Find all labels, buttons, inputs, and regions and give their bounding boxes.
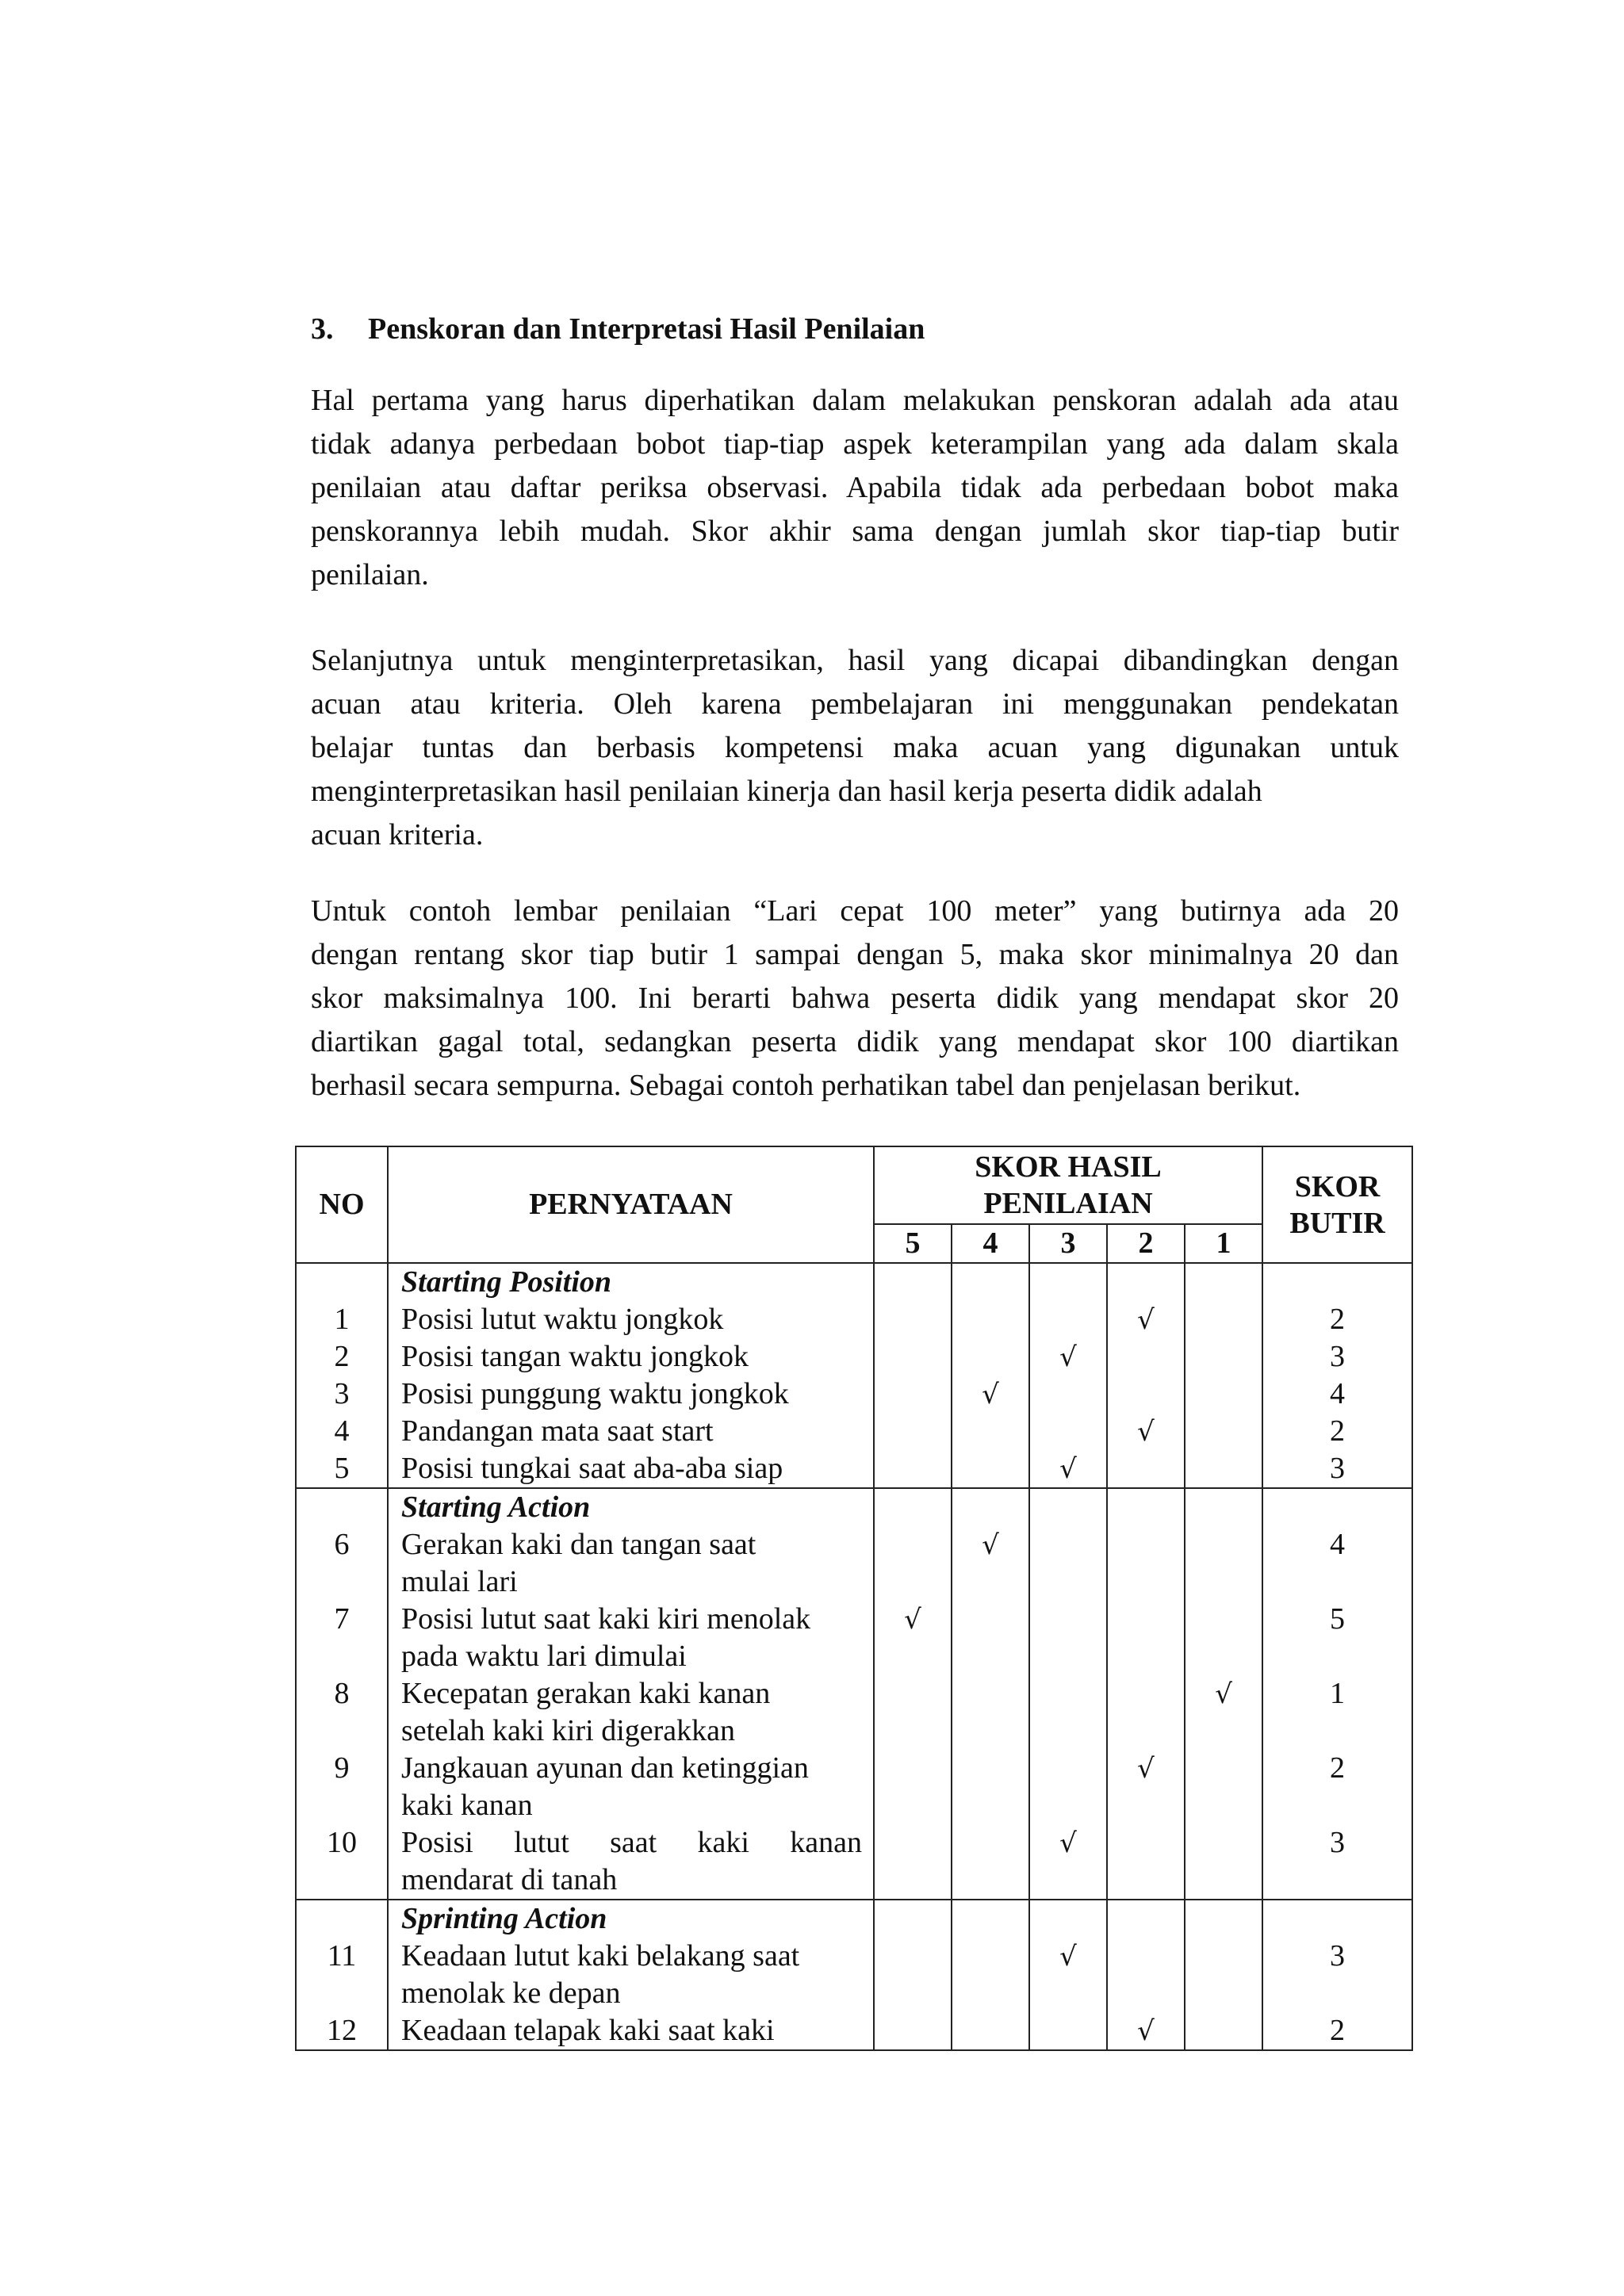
mark-slot xyxy=(952,1526,1028,1601)
check-mark: √ xyxy=(1059,1453,1077,1485)
mark-slot xyxy=(1030,1450,1106,1487)
paragraph-line: penilaian. xyxy=(311,558,429,591)
no-cell xyxy=(296,1263,388,1488)
mark-slot xyxy=(1108,1450,1184,1487)
mark-slot xyxy=(1108,1675,1184,1750)
score-cell-4 xyxy=(952,1488,1029,1900)
section-row xyxy=(296,1900,1412,2050)
mark-slot xyxy=(875,1750,951,1824)
statement-item xyxy=(401,1601,862,1675)
mark-slot xyxy=(1108,1938,1184,2012)
spacer xyxy=(875,1264,951,1301)
skor-butir-value: 2 xyxy=(1330,2014,1346,2047)
mark-slot xyxy=(952,1450,1028,1487)
paragraph-line: dengan rentang skor tiap butir 1 sampai dengan 5, maka skor minimalnya 20 dan xyxy=(311,938,1399,971)
skor-butir-value: 3 xyxy=(1330,1340,1346,1373)
mark-slot xyxy=(952,1413,1028,1450)
item-number: 3 xyxy=(334,1377,350,1410)
spacer xyxy=(297,1900,387,1938)
statement-line: Posisi lutut saat kaki kanan xyxy=(401,1826,862,1859)
score-cell-3 xyxy=(1029,1488,1107,1900)
item-number: 7 xyxy=(334,1602,350,1636)
spacer xyxy=(1108,1489,1184,1526)
spacer xyxy=(1263,1900,1411,1938)
mark-slot xyxy=(875,1376,951,1413)
mark-slot xyxy=(1108,1526,1184,1601)
mark-slot xyxy=(1185,1750,1262,1824)
item-number: 8 xyxy=(334,1677,350,1710)
mark-slot xyxy=(1108,1301,1184,1338)
score-cell-1 xyxy=(1185,1488,1262,1900)
mark-slot xyxy=(1185,1526,1262,1601)
mark-slot xyxy=(952,1601,1028,1675)
statement-line: Posisi tungkai saat aba-aba siap xyxy=(401,1452,783,1485)
check-mark: √ xyxy=(1137,1753,1155,1785)
check-mark: √ xyxy=(1137,2015,1155,2047)
paragraph-line: berhasil secara sempurna. Sebagai contoh perhatikan tabel dan penjelasan berikut. xyxy=(311,1069,1301,1102)
skor-butir-value: 4 xyxy=(1330,1377,1346,1410)
statement-line: Posisi tangan waktu jongkok xyxy=(401,1340,749,1373)
mark-slot xyxy=(1030,1675,1106,1750)
skor-butir-cell xyxy=(1262,1263,1412,1488)
item-number: 10 xyxy=(327,1826,357,1859)
spacer xyxy=(1108,1900,1184,1938)
statement-line: Keadaan telapak kaki saat kaki xyxy=(401,2014,775,2047)
score-cell-4 xyxy=(952,1900,1029,2050)
mark-slot xyxy=(875,1526,951,1601)
header-skor-butir-line: SKOR xyxy=(1294,1169,1381,1203)
mark-slot xyxy=(1108,1338,1184,1376)
mark-slot xyxy=(1185,1450,1262,1487)
mark-slot xyxy=(1030,1376,1106,1413)
spacer xyxy=(875,1489,951,1526)
spacer xyxy=(297,1489,387,1526)
item-number: 9 xyxy=(334,1751,350,1785)
paragraph-line: skor maksimalnya 100. Ini berarti bahwa peserta didik yang mendapat skor 20 xyxy=(311,982,1399,1015)
item-number: 2 xyxy=(334,1340,350,1373)
skor-butir-value: 3 xyxy=(1330,1939,1346,1973)
statement-line: Posisi lutut saat kaki kiri menolak xyxy=(401,1602,811,1636)
score-cell-5 xyxy=(874,1900,952,2050)
statement-item xyxy=(401,1526,862,1601)
section-title: Starting Position xyxy=(401,1265,612,1299)
paragraph-line: penilaian atau daftar periksa observasi. Apabila tidak ada perbedaan bobot maka xyxy=(311,471,1399,504)
spacer xyxy=(1030,1264,1106,1301)
mark-slot xyxy=(1030,1301,1106,1338)
statement-item xyxy=(401,1675,862,1750)
mark-slot xyxy=(952,1301,1028,1338)
statement-item xyxy=(401,1376,862,1413)
statement-cell xyxy=(388,1488,874,1900)
score-cell-4 xyxy=(952,1263,1029,1488)
statement-item xyxy=(401,1450,862,1487)
header-scale-5: 5 xyxy=(874,1224,952,1263)
score-cell-1 xyxy=(1185,1900,1262,2050)
header-no: NO xyxy=(296,1146,388,1263)
spacer xyxy=(1108,1264,1184,1301)
check-mark: √ xyxy=(904,1604,921,1636)
no-cell xyxy=(296,1488,388,1900)
item-number: 5 xyxy=(334,1452,350,1485)
statement-line: menolak ke depan xyxy=(401,1976,621,2010)
mark-slot xyxy=(1030,1413,1106,1450)
item-number: 1 xyxy=(334,1303,350,1336)
score-cell-3 xyxy=(1029,1263,1107,1488)
section-title: Starting Action xyxy=(401,1490,591,1524)
spacer xyxy=(1185,1264,1262,1301)
statement-line: setelah kaki kiri digerakkan xyxy=(401,1714,736,1747)
paragraph-line: penskorannya lebih mudah. Skor akhir sama dengan jumlah skor tiap-tiap butir xyxy=(311,515,1399,548)
mark-slot xyxy=(1185,1413,1262,1450)
mark-slot xyxy=(1185,1938,1262,2012)
statement-line: Pandangan mata saat start xyxy=(401,1414,714,1448)
statement-item xyxy=(401,1824,862,1899)
item-number: 12 xyxy=(327,2014,357,2047)
header-skor-butir xyxy=(1262,1146,1412,1263)
statement-item xyxy=(401,1938,862,2012)
section-row xyxy=(296,1488,1412,1900)
spacer xyxy=(875,1900,951,1938)
mark-slot xyxy=(1030,1824,1106,1899)
mark-slot xyxy=(952,1750,1028,1824)
mark-slot xyxy=(1108,1413,1184,1450)
mark-slot xyxy=(875,1301,951,1338)
item-number: 11 xyxy=(327,1939,357,1973)
header-scale-2: 2 xyxy=(1107,1224,1185,1263)
statement-cell xyxy=(388,1900,874,2050)
paragraph-line: tidak adanya perbedaan bobot tiap-tiap aspek keterampilan yang ada dalam skala xyxy=(311,427,1399,461)
paragraph-line: acuan atau kriteria. Oleh karena pembelajaran ini menggunakan pendekatan xyxy=(311,687,1399,721)
spacer xyxy=(952,1489,1028,1526)
statement-line: pada waktu lari dimulai xyxy=(401,1640,687,1673)
statement-item xyxy=(401,1338,862,1376)
spacer xyxy=(1030,1489,1106,1526)
item-number: 6 xyxy=(334,1528,350,1561)
skor-butir-value: 4 xyxy=(1330,1528,1346,1561)
statement-line: Keadaan lutut kaki belakang saat xyxy=(401,1939,800,1973)
mark-slot xyxy=(1185,1601,1262,1675)
mark-slot xyxy=(1185,1301,1262,1338)
mark-slot xyxy=(1108,1601,1184,1675)
statement-line: Jangkauan ayunan dan ketinggian xyxy=(401,1751,809,1785)
statement-line: mendarat di tanah xyxy=(401,1863,618,1896)
mark-slot xyxy=(1108,1750,1184,1824)
mark-slot xyxy=(1030,1750,1106,1824)
mark-slot xyxy=(1185,1824,1262,1899)
mark-slot xyxy=(875,1824,951,1899)
paragraph-line: diartikan gagal total, sedangkan peserta didik yang mendapat skor 100 diartikan xyxy=(311,1025,1399,1058)
skor-butir-value: 1 xyxy=(1330,1677,1346,1710)
header-skor-hasil-line: PENILAIAN xyxy=(983,1187,1153,1220)
statement-line: Posisi punggung waktu jongkok xyxy=(401,1377,789,1410)
skor-butir-value: 3 xyxy=(1330,1826,1346,1859)
spacer xyxy=(1030,1900,1106,1938)
score-cell-5 xyxy=(874,1488,952,1900)
section-heading xyxy=(311,311,1421,347)
header-scale-4: 4 xyxy=(952,1224,1029,1263)
mark-slot xyxy=(875,1338,951,1376)
mark-slot xyxy=(1185,1376,1262,1413)
header-scale-3: 3 xyxy=(1029,1224,1107,1263)
skor-butir-value: 5 xyxy=(1330,1602,1346,1636)
statement-cell xyxy=(388,1263,874,1488)
paragraph-3 xyxy=(311,890,1399,1108)
skor-butir-value: 2 xyxy=(1330,1414,1346,1448)
check-mark: √ xyxy=(1059,1827,1077,1859)
mark-slot xyxy=(1185,1338,1262,1376)
mark-slot xyxy=(952,2012,1028,2049)
paragraph-line: Untuk contoh lembar penilaian “Lari cepat 100 meter” yang butirnya ada 20 xyxy=(311,894,1399,928)
check-mark: √ xyxy=(1059,1941,1077,1973)
skor-butir-value: 2 xyxy=(1330,1303,1346,1336)
skor-butir-cell xyxy=(1262,1488,1412,1900)
header-scale-1: 1 xyxy=(1185,1224,1262,1263)
check-mark: √ xyxy=(1215,1678,1232,1710)
section-title: Penskoran dan Interpretasi Hasil Penilaian xyxy=(368,312,925,346)
header-skor-hasil xyxy=(874,1146,1262,1224)
spacer xyxy=(1185,1900,1262,1938)
paragraph-line: belajar tuntas dan berbasis kompetensi maka acuan yang digunakan untuk xyxy=(311,731,1399,764)
mark-slot xyxy=(875,1601,951,1675)
section-row xyxy=(296,1263,1412,1488)
mark-slot xyxy=(952,1675,1028,1750)
spacer xyxy=(952,1900,1028,1938)
skor-butir-value: 3 xyxy=(1330,1452,1346,1485)
mark-slot xyxy=(952,1338,1028,1376)
score-cell-3 xyxy=(1029,1900,1107,2050)
statement-line: kaki kanan xyxy=(401,1789,533,1822)
score-cell-2 xyxy=(1107,1900,1185,2050)
spacer xyxy=(297,1264,387,1301)
spacer xyxy=(1263,1489,1411,1526)
score-cell-1 xyxy=(1185,1263,1262,1488)
no-cell xyxy=(296,1900,388,2050)
mark-slot xyxy=(952,1938,1028,2012)
mark-slot xyxy=(1108,2012,1184,2049)
paragraph-1 xyxy=(311,379,1399,597)
statement-item xyxy=(401,1413,862,1450)
header-skor-butir-line: BUTIR xyxy=(1289,1206,1385,1240)
mark-slot xyxy=(1108,1376,1184,1413)
paragraph-2 xyxy=(311,639,1399,857)
statement-item xyxy=(401,1301,862,1338)
paragraph-line: menginterpretasikan hasil penilaian kinerja dan hasil kerja peserta didik adalah xyxy=(311,775,1262,808)
mark-slot xyxy=(1185,2012,1262,2049)
item-number: 4 xyxy=(334,1414,350,1448)
mark-slot xyxy=(1108,1824,1184,1899)
mark-slot xyxy=(1030,1601,1106,1675)
section-title: Sprinting Action xyxy=(401,1902,607,1935)
mark-slot xyxy=(1030,1938,1106,2012)
statement-line: mulai lari xyxy=(401,1565,518,1598)
statement-line: Kecepatan gerakan kaki kanan xyxy=(401,1677,771,1710)
check-mark: √ xyxy=(1137,1304,1155,1336)
paragraph-line: Hal pertama yang harus diperhatikan dalam melakukan penskoran adalah ada atau xyxy=(311,384,1399,417)
table-body xyxy=(296,1263,1412,2050)
statement-line: Posisi lutut waktu jongkok xyxy=(401,1303,724,1336)
statement-item xyxy=(401,2012,862,2049)
spacer xyxy=(1263,1264,1411,1301)
score-cell-2 xyxy=(1107,1488,1185,1900)
spacer xyxy=(1185,1489,1262,1526)
mark-slot xyxy=(875,1938,951,2012)
mark-slot xyxy=(952,1824,1028,1899)
mark-slot xyxy=(875,1675,951,1750)
section-number: 3. xyxy=(311,312,334,346)
mark-slot xyxy=(875,1413,951,1450)
mark-slot xyxy=(1030,2012,1106,2049)
assessment-table xyxy=(295,1146,1413,2051)
skor-butir-value: 2 xyxy=(1330,1751,1346,1785)
mark-slot xyxy=(952,1376,1028,1413)
check-mark: √ xyxy=(1137,1416,1155,1448)
check-mark: √ xyxy=(1059,1341,1077,1373)
score-cell-5 xyxy=(874,1263,952,1488)
check-mark: √ xyxy=(982,1529,999,1561)
mark-slot xyxy=(875,2012,951,2049)
mark-slot xyxy=(1030,1338,1106,1376)
mark-slot xyxy=(1030,1526,1106,1601)
mark-slot xyxy=(875,1450,951,1487)
score-cell-2 xyxy=(1107,1263,1185,1488)
statement-item xyxy=(401,1750,862,1824)
skor-butir-cell xyxy=(1262,1900,1412,2050)
check-mark: √ xyxy=(982,1379,999,1410)
header-pernyataan: PERNYATAAN xyxy=(388,1146,874,1263)
mark-slot xyxy=(1185,1675,1262,1750)
paragraph-line: acuan kriteria. xyxy=(311,818,484,851)
header-skor-hasil-line: SKOR HASIL xyxy=(975,1150,1162,1184)
spacer xyxy=(952,1264,1028,1301)
statement-line: Gerakan kaki dan tangan saat xyxy=(401,1528,756,1561)
paragraph-line: Selanjutnya untuk menginterpretasikan, hasil yang dicapai dibandingkan dengan xyxy=(311,644,1399,677)
